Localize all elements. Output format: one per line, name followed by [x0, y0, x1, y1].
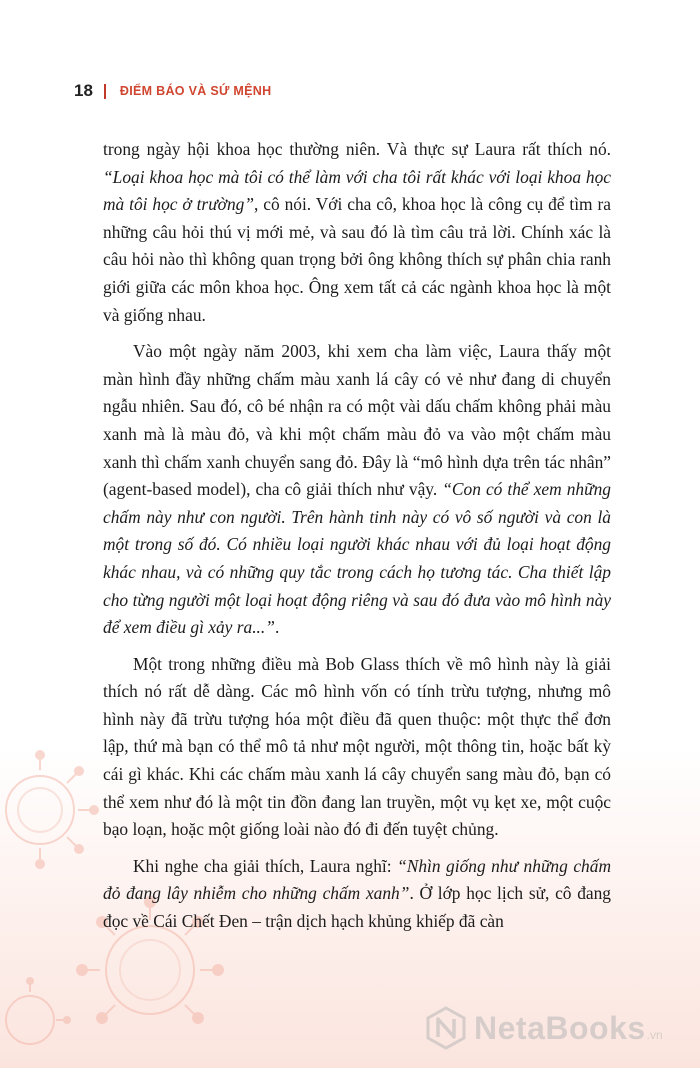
quote-run: “Nhìn giống như những chấm đỏ đang lây nhiễm cho những chấm xanh” [103, 855, 612, 904]
paragraph [103, 853, 611, 936]
text-run: , cô nói. Với cha cô, khoa học là công cụ để tìm ra những câu hỏi thú vị mới mẻ, và sau đó là tìm câu trả lời. Chính xác là câu hỏi nào thì không quan trọng bởi ông không thích sự phân chia ranh giới giữa các môn khoa học. Ông xem tất cả các ngành khoa học là một và giống nhau. [103, 194, 611, 325]
logo-hexagon-icon [426, 1006, 466, 1050]
text-run: trong ngày hội khoa học thường niên. Và thực sự Laura rất thích nó. [103, 139, 611, 159]
header-divider [104, 84, 106, 99]
paragraph [103, 651, 611, 844]
paragraph [103, 338, 611, 642]
quote-run: “Loại khoa học mà tôi có thể làm với cha tôi rất khác với loại khoa học mà tôi học ở trường” [103, 166, 611, 215]
text-run: Khi nghe cha giải thích, Laura nghĩ: [133, 855, 398, 876]
logo-name: NetaBooks [474, 1009, 646, 1046]
body-text [103, 136, 611, 945]
quote-run: “Con có thể xem những chấm này như con người. Trên hành tinh này có vô số người và con là một trong số đó. Có nhiều loại người khác nhau với đủ loại hoạt động khác nhau, và có những quy tắc trong cách họ tương tác. Cha thiết lập cho từng người một loại hoạt động riêng và sau đó đưa vào mô hình này để xem điều gì xảy ra...” [103, 479, 611, 638]
logo-suffix: .vn [646, 1028, 663, 1042]
publisher-logo [426, 1004, 663, 1052]
chapter-title: ĐIỂM BÁO VÀ SỨ MỆNH [119, 84, 272, 98]
running-head [74, 80, 271, 102]
page-number: 18 [74, 81, 93, 100]
text-run: . Ở lớp học lịch sử, cô đang đọc về Cái Chết Đen – trận dịch hạch khủng khiếp đã càn [103, 883, 612, 932]
text-run: Một trong những điều mà Bob Glass thích về mô hình này là giải thích nó rất dễ dàng. Các mô hình vốn có tính trừu tượng, nhưng mô hình này đã trừu tượng hóa một điều đã quen thuộc: một thực thể đơn lập, thứ mà bạn có thể mô tả như một người, một thông tin, hoặc bất kỳ cái gì khác. Khi các chấm màu xanh lá cây chuyển sang màu đỏ, bạn có thể xem như đó là một tin đồn đang lan truyền, một vụ kẹt xe, một cuộc bạo loạn, hoặc một giống loài nào đó đi đến tuyệt chủng. [103, 653, 611, 840]
text-run: . [274, 617, 280, 638]
text-run: Vào một ngày năm 2003, khi xem cha làm việc, Laura thấy một màn hình đầy những chấm màu xanh lá cây có vẻ như đang di chuyển ngẫu nhiên. Sau đó, cô bé nhận ra có một vài dấu chấm không phải màu xanh mà là màu đỏ, và khi một chấm màu đỏ va vào một chấm màu xanh thì chấm xanh chuyển sang đỏ. Đây là “mô hình dựa trên tác nhân” (agent-based model), cha cô giải thích như vậy. [103, 341, 611, 500]
paragraph [103, 136, 611, 329]
